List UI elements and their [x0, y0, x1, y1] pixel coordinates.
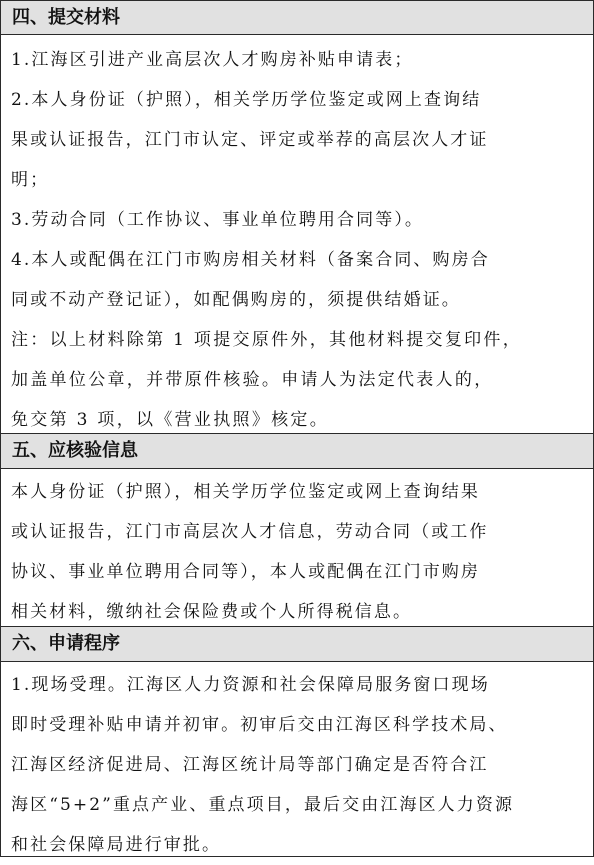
materials-line: 同或不动产登记证），如配偶购房的，须提供结婚证。 — [11, 290, 461, 310]
section-body-verification — [11, 472, 585, 632]
materials-line: 4.本人或配偶在江门市购房相关材料（备案合同、购房合 — [11, 250, 490, 270]
section-header-verification: 五、应核验信息 — [1, 433, 593, 469]
procedure-line: 即时受理补贴申请并初审。初审后交由江海区科学技术局、 — [11, 715, 508, 735]
procedure-line: 1.现场受理。江海区人力资源和社会保障局服务窗口现场 — [11, 675, 490, 695]
procedure-line: 和社会保障局进行审批。 — [11, 835, 222, 855]
section-header-materials: 四、提交材料 — [1, 1, 593, 35]
verification-line: 本人身份证（护照），相关学历学位鉴定或网上查询结果 — [11, 482, 480, 502]
materials-note-line: 加盖单位公章，并带原件核验。申请人为法定代表人的， — [11, 370, 494, 390]
verification-line: 相关材料，缴纳社会保险费或个人所得税信息。 — [11, 602, 413, 622]
verification-line: 或认证报告，江门市高层次人才信息，劳动合同（或工作 — [11, 522, 489, 542]
procedure-line: 海区“5+2”重点产业、重点项目，最后交由江海区人力资源 — [11, 795, 515, 815]
materials-line: 明； — [11, 170, 50, 190]
section-header-procedure: 六、申请程序 — [1, 626, 593, 662]
materials-note-line: 免交第 3 项，以《营业执照》核定。 — [11, 410, 330, 430]
materials-line: 1.江海区引进产业高层次人才购房补贴申请表； — [11, 50, 414, 70]
materials-line: 3.劳动合同（工作协议、事业单位聘用合同等）。 — [11, 210, 425, 230]
section-body-materials — [11, 40, 585, 440]
section-body-procedure — [11, 665, 585, 865]
procedure-line: 江海区经济促进局、江海区统计局等部门确定是否符合江 — [11, 755, 489, 775]
materials-note-line: 注：以上材料除第 1 项提交原件外，其他材料提交复印件， — [11, 330, 523, 350]
materials-line: 果或认证报告，江门市认定、评定或举荐的高层次人才证 — [11, 130, 489, 150]
verification-line: 协议、事业单位聘用合同等），本人或配偶在江门市购房 — [11, 562, 480, 582]
materials-line: 2.本人身份证（护照），相关学历学位鉴定或网上查询结 — [11, 90, 482, 110]
